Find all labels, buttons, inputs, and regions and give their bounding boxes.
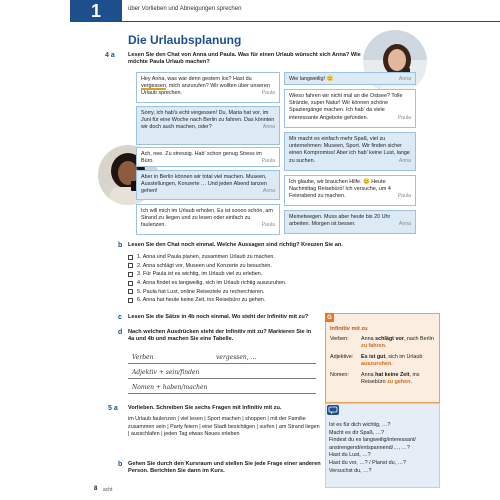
chapter-number: 1 (70, 0, 122, 22)
phrase-line: Versuchst du, …? (329, 467, 372, 474)
table-cell: vergessen, … (216, 354, 257, 361)
page-number: 8 (94, 486, 98, 492)
exercise-4a-instruction: Lesen Sie den Chat von Anna und Paula. Was für einen Urlaub wünscht sich Anna? Wie möchte Paula Urlaub machen? (128, 52, 361, 66)
exercise-5b-instruction: Gehen Sie durch den Kursraum und stellen Sie jede Frage einer anderen Person. Berichten Sie dann im Kurs. (128, 461, 321, 475)
grammar-highlight: zu gehen (387, 379, 411, 386)
grammar-text: , ins Reisebüro (361, 372, 420, 386)
grammar-label: Nomen: (330, 372, 349, 378)
chat-sender: Anna (398, 76, 411, 82)
checkbox[interactable] (128, 298, 133, 303)
exercise-d-instruction: Nach welchen Ausdrücken steht der Infinitiv mit zu? Markieren Sie in 4a und 4b und machen Sie eine Tabelle. (128, 329, 312, 343)
grammar-text: , sich im Urlaub (385, 354, 423, 360)
phrase-line: Macht es dir Spaß, …? (329, 429, 385, 436)
chat-text: Wieso fahren wir nicht mal an die Ostsee? Tolle Strände, super Natur! Wir können schöne Spaziergänge machen. Ich hab' da viele interessante Angebote gefunden. (289, 93, 403, 121)
grammar-text: . (384, 343, 387, 350)
header-rule (122, 21, 500, 22)
grammar-example (361, 354, 439, 368)
phrase-list (329, 422, 439, 475)
statement-row (128, 287, 328, 296)
phrase-line: Findest du es langweilig/interessant/ (329, 437, 416, 444)
checkbox[interactable] (128, 281, 133, 286)
phrase-line: anstrengend/entspannend/…, …? (329, 444, 410, 451)
exercise-b-letter: b (118, 242, 123, 249)
grammar-text: Anna (361, 372, 376, 378)
phrase-line: Hast du vor, …? / Planst du, …? (329, 459, 407, 466)
checkbox[interactable] (128, 263, 133, 268)
checkbox[interactable] (128, 255, 133, 260)
grammar-text: . (391, 361, 393, 368)
chat-text: Wie langweilig! 😊 (289, 76, 334, 82)
speech-bubble-icon (327, 405, 339, 415)
grammar-example (361, 372, 439, 386)
chat-bubble-left-5 (136, 204, 280, 235)
chat-bubble-right-4 (284, 175, 416, 206)
checkbox[interactable] (128, 272, 133, 277)
chat-text: Hey Anna, was war denn gestern los? Hast du (141, 76, 252, 82)
checkbox[interactable] (128, 289, 133, 294)
chat-sender: Anna (262, 124, 275, 131)
chat-text: Ach, nee. Zu stressig. Hab' schon genug Stress im Büro. (141, 151, 262, 165)
grammar-title: Infinitiv mit zu (330, 326, 368, 332)
table-cell: Adjektiv + sein/finden (132, 369, 200, 376)
chat-bubble-right-5 (284, 210, 416, 234)
page-number-word: acht (103, 487, 113, 493)
grammar-badge-icon: G (325, 313, 334, 322)
phrase-line: Hast du Lust, …? (329, 452, 371, 459)
statement-row (128, 296, 328, 305)
statement-text: 2. Anna schlägt vor, Museen und Konzerte zu besuchen. (137, 262, 272, 269)
phrase-line: Ist es für dich wichtig, …? (329, 422, 391, 428)
table-row (128, 349, 316, 364)
chat-bubble-left-2 (136, 106, 280, 145)
grammar-highlight: auszuruhen (361, 361, 392, 368)
table-cell: Verben (132, 354, 154, 361)
statement-row (128, 270, 328, 279)
grammar-text: . (410, 379, 412, 386)
chat-text: Sorry, ich hab's echt vergessen! Du, Maria hat vor, im Juni für eine Woche nach Berlin zu fahren. Das könnten wir doch auch machen, oder? (141, 110, 275, 131)
statement-row (128, 262, 328, 271)
statement-list (128, 253, 328, 305)
statement-text: 6. Anna hat heute keine Zeit, ins Reisebüro zu gehen. (137, 297, 266, 304)
table-cell: Nomen + haben/machen (132, 384, 208, 391)
grammar-text: Anna (361, 336, 376, 342)
statement-text: 4. Anna findet es langweilig, sich im Urlaub richtig auszuruhen. (137, 280, 287, 287)
chat-bubble-right-1 (284, 72, 416, 85)
grammar-highlight: zu fahren (361, 343, 385, 350)
exercise-b-instruction: Lesen Sie den Chat noch einmal. Welche Aussagen sind richtig? Kreuzen Sie an. (128, 242, 343, 248)
chat-bubble-left-4 (136, 170, 280, 200)
chat-sender: Anna (398, 221, 411, 228)
grammar-label: Verben: (330, 336, 349, 342)
chat-highlight: vergessen (141, 83, 166, 90)
page-title: Die Urlaubsplanung (128, 33, 242, 47)
grammar-label: Adjektive: (330, 354, 354, 360)
chat-text: Ich glaube, wir brauchen Hilfe. 😊 Heute Nachmittag Reisebüro! Ich versuche, um 4 Feierabend zu machen. (289, 179, 391, 200)
table-row (128, 364, 316, 379)
chat-text: , mich anzurufen? Wir wollten über unseren Urlaub sprechen. (141, 83, 270, 97)
chat-sender: Paula (397, 114, 411, 121)
exercise-4a-number: 4 a (105, 52, 115, 59)
chat-bubble-left-1 (136, 72, 280, 103)
chat-text: Meinetwegen. Muss aber heute bis 20 Uhr arbeiten. Morgen ist besser. (289, 214, 391, 228)
table-row (128, 379, 316, 394)
chat-sender: Paula (261, 158, 275, 165)
statement-text: 1. Anna und Paula planen, zusammen Urlaub zu machen. (137, 254, 275, 261)
chat-sender: Paula (261, 222, 275, 229)
chat-text: Aber in Berlin können wir total viel machen. Museen, Ausstellungen, Konzerte … Und jeden Abend tanzen gehen! (141, 174, 267, 195)
exercise-5a-number: 5 a (108, 405, 118, 412)
chat-text: Mir macht es einfach mehr Spaß, viel zu unternehmen: Museen, Sport. Wir finden sicher einen Kompromiss! Aber ich hab' keine Lust, lange zu suchen. (289, 136, 410, 164)
handwritten-table (128, 349, 316, 394)
grammar-bold: hat keine Zeit (375, 372, 410, 378)
exercise-5a-instruction: Vorlieben. Schreiben Sie sechs Fragen mit Infinitiv mit zu. (128, 405, 282, 411)
grammar-example (361, 336, 439, 350)
chat-sender: Paula (261, 90, 275, 97)
chat-sender: Anna (262, 188, 275, 195)
statement-text: 5. Paula hat Lust, online Reiseziele zu recherchieren. (137, 288, 265, 295)
chat-sender: Paula (397, 193, 411, 200)
chapter-subtitle: über Vorlieben und Abneigungen sprechen (128, 6, 242, 12)
chat-text: Ich will mich im Urlaub erholen. Es ist soooo schön, am Strand zu liegen und zu lesen oder einfach zu faulenzen. (141, 208, 273, 229)
chat-bubble-right-3 (284, 132, 416, 171)
exercise-c-instruction: Lesen Sie die Sätze in 4b noch einmal. Wo steht der Infinitiv mit zu? (128, 314, 309, 320)
chat-sender: Anna (398, 157, 411, 164)
exercise-c-letter: c (118, 314, 122, 321)
exercise-5b-letter: b (118, 461, 123, 468)
chat-bubble-left-3 (136, 147, 280, 167)
exercise-d-letter: d (118, 329, 123, 336)
grammar-bold: Es ist gut (361, 354, 386, 360)
chat-bubble-right-2 (284, 89, 416, 128)
word-list: im Urlaub faulenzen | viel lesen | Sport machen | shoppen | mit der Familie zusammen sein | Party feiern | eine Stadt besichtigen | surfen | am Strand liegen | ausschlafen | jeden Tag etwas Neues erleben (128, 416, 320, 438)
grammar-bold: schlägt vor (375, 336, 404, 342)
statement-text: 3. Für Paula ist es wichtig, im Urlaub viel zu erleben. (137, 271, 263, 278)
statement-row (128, 279, 328, 288)
grammar-text: , nach Berlin (403, 336, 434, 342)
statement-row (128, 253, 328, 262)
